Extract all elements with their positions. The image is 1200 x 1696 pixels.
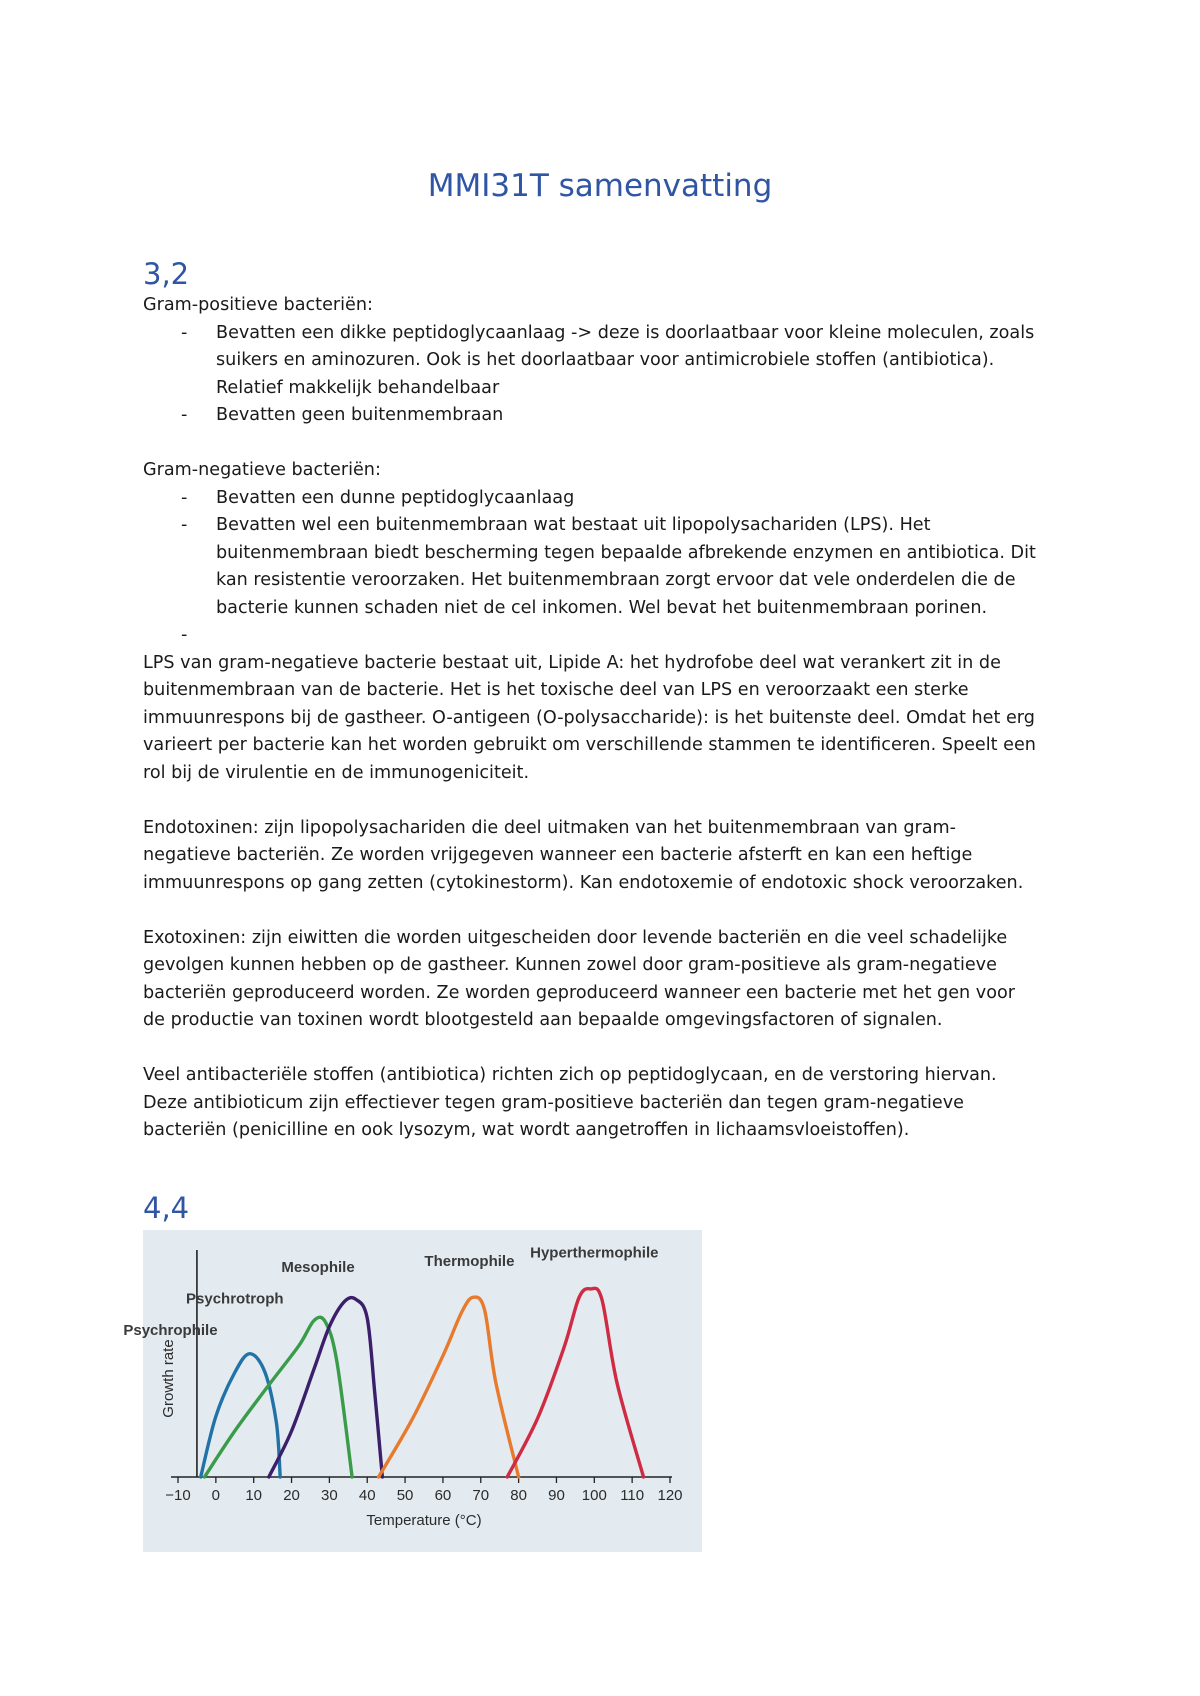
y-axis-label: Growth rate	[160, 1339, 177, 1418]
x-tick-label: 110	[620, 1487, 645, 1504]
series-line-thermophile	[379, 1297, 519, 1477]
paragraph-line: negatieve bacteriën. Ze worden vrijgegeven wanneer een bacterie afsterft en kan een heftige	[143, 845, 973, 865]
spacer	[143, 1035, 1073, 1063]
x-tick-label: 0	[211, 1487, 221, 1504]
dash-bullet-icon: -	[181, 625, 188, 645]
section-body-3-2	[143, 292, 1073, 1145]
paragraph-line: Endotoxinen: zijn lipopolysachariden die deel uitmaken van het buitenmembraan van gram-	[143, 817, 957, 838]
dash-bullet-icon: -	[181, 405, 188, 425]
gram-negative-heading: Gram-negatieve bacteriën:	[143, 460, 381, 480]
paragraph-line: varieert per bacterie kan het worden gebruikt om verschillende stammen te identificeren. Speelt een	[143, 735, 1036, 755]
paragraph-line: de productie van toxinen wordt blootgesteld aan bepaalde omgevingsfactoren of signalen.	[143, 1010, 943, 1030]
paragraph-line: gevolgen kunnen hebben op de gastheer. Kunnen zowel door gram-positieve als gram-negatieve	[143, 955, 997, 975]
section-heading-4-4: 4,4	[143, 1191, 190, 1225]
paragraph-line: immuunrespons bij de gastheer. O-antigeen (O-polysaccharide): is het buitenste deel. Omdat het erg	[143, 707, 1035, 728]
x-tick-label: 100	[581, 1487, 607, 1504]
list-item	[181, 320, 1073, 403]
x-axis-label: Temperature (°C)	[366, 1512, 482, 1529]
paragraph	[143, 1062, 1073, 1145]
paragraph-line: Exotoxinen: zijn eiwitten die worden uitgescheiden door levende bacteriën en die veel schadelijke	[143, 927, 1008, 948]
dash-bullet-icon: -	[181, 487, 188, 508]
x-tick-label: 30	[321, 1487, 338, 1504]
list-item-line: bacterie kunnen schaden niet de cel inkomen. Wel bevat het buitenmembraan porinen.	[216, 597, 988, 618]
paragraph-line: Deze antibioticum zijn effectiever tegen gram-positieve bacteriën dan tegen gram-negatieve	[143, 1092, 964, 1113]
list-item	[181, 622, 1073, 650]
document-title: MMI31T samenvatting	[427, 168, 773, 204]
paragraph-line: bacteriën geproduceerd worden. Ze worden geproduceerd wanneer een bacterie met het gen voor	[143, 982, 1015, 1003]
list-item-line: suikers en aminozuren. Ook is het doorlaatbaar voor antimicrobiele stoffen (antibiotica).	[216, 350, 995, 370]
x-tick-label: 80	[510, 1487, 527, 1504]
x-tick-label: 120	[657, 1487, 683, 1504]
paragraph-line: bacteriën (penicilline en ook lysozym, wat wordt aangetroffen in lichaamsvloeistoffen).	[143, 1120, 910, 1140]
spacer	[143, 787, 1073, 815]
list-item-line: buitenmembraan biedt bescherming tegen bepaalde afbrekende enzymen en antibiotica. Dit	[216, 542, 1036, 563]
x-tick-label: 20	[283, 1487, 300, 1504]
series-label-psychrotroph: Psychrotroph	[186, 1290, 284, 1308]
series-line-hyperthermophile	[507, 1288, 643, 1477]
x-tick-label: 40	[358, 1487, 376, 1504]
x-tick-label: 60	[434, 1487, 452, 1504]
list-item	[181, 402, 1073, 430]
list-item	[181, 485, 1073, 513]
dash-bullet-icon: -	[181, 322, 188, 343]
paragraph-line: buitenmembraan van de bacterie. Het is het toxische deel van LPS en veroorzaakt een sterke	[143, 680, 969, 700]
spacer	[143, 430, 1073, 458]
section-heading-3-2: 3,2	[143, 257, 190, 291]
list-item-line	[216, 622, 1073, 650]
series-label-thermophile: Thermophile	[424, 1252, 515, 1270]
list-item	[181, 512, 1073, 622]
series-label-hyperthermophile: Hyperthermophile	[530, 1244, 659, 1262]
gram-negative-list	[143, 485, 1073, 650]
x-tick-label: 70	[472, 1487, 490, 1504]
paragraph-line: rol bij de virulentie en de immunogeniciteit.	[143, 762, 530, 783]
list-item-line: Bevatten wel een buitenmembraan wat bestaat uit lipopolysachariden (LPS). Het	[216, 515, 931, 535]
series-label-mesophile: Mesophile	[281, 1259, 355, 1277]
spacer	[143, 897, 1073, 925]
list-item-line: Bevatten een dikke peptidoglycaanlaag -> deze is doorlaatbaar voor kleine moleculen, zoals	[216, 322, 1035, 343]
list-item-line: Relatief makkelijk behandelbaar	[216, 377, 500, 398]
paragraph	[143, 925, 1073, 1035]
growth-temperature-figure	[123, 1230, 702, 1552]
gram-positive-heading: Gram-positieve bacteriën:	[143, 295, 373, 315]
x-tick-label: −10	[165, 1487, 191, 1504]
list-item-line: Bevatten geen buitenmembraan	[216, 405, 504, 425]
growth-rate-chart	[123, 1230, 702, 1552]
paragraph-line: LPS van gram-negatieve bacterie bestaat uit, Lipide A: het hydrofobe deel wat verankert zit in de	[143, 652, 1001, 673]
paragraph	[143, 650, 1073, 788]
list-item-line: Bevatten een dunne peptidoglycaanlaag	[216, 487, 575, 508]
series-line-psychrophile	[201, 1354, 280, 1477]
gram-positive-list	[143, 320, 1073, 430]
paragraph-line: immuunrespons op gang zetten (cytokinestorm). Kan endotoxemie of endotoxic shock veroorzaken.	[143, 872, 1024, 893]
dash-bullet-icon: -	[181, 515, 188, 535]
paragraph	[143, 815, 1073, 898]
paragraph-line: Veel antibacteriële stoffen (antibiotica) richten zich op peptidoglycaan, en de verstoring hiervan.	[143, 1065, 997, 1085]
x-tick-label: 90	[548, 1487, 565, 1504]
x-tick-label: 50	[396, 1487, 414, 1504]
series-label-psychrophile: Psychrophile	[123, 1321, 218, 1339]
list-item-line: kan resistentie veroorzaken. Het buitenmembraan zorgt ervoor dat vele onderdelen die de	[216, 570, 1016, 590]
x-tick-label: 10	[245, 1487, 263, 1504]
